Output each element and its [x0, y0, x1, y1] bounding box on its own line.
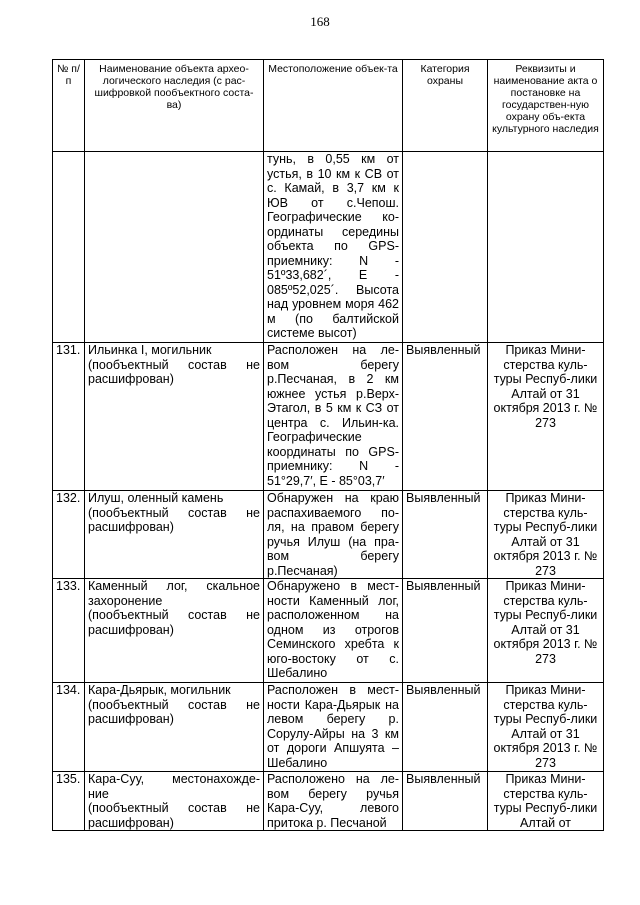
- row-num: 133.: [53, 579, 85, 683]
- row-location: Расположен в мест-ности Кара-Дьярык на левом берегу р. Сорулу-Айры на 3 км от дороги Апшуята – Шебалино: [264, 683, 403, 772]
- row-num: 135.: [53, 772, 85, 831]
- row-category: Выявленный: [403, 772, 488, 831]
- row-category: Выявленный: [403, 343, 488, 491]
- row-location: тунь, в 0,55 км от устья, в 10 км к СВ от с. Камай, в 3,7 км к ЮВ от с.Чепош. Географические ко-ординаты середины объекта по GPS-приемнику: N - 51º33,682´, E - 085º52,025´. Высота над уровнем моря 462 м (по балтийской системе высот): [264, 152, 403, 343]
- name-line: (пообъектный состав не: [88, 801, 260, 815]
- name-line: (пообъектный состав не: [88, 697, 260, 712]
- header-category: Категория охраны: [403, 60, 488, 152]
- row-name: [85, 491, 264, 579]
- name-line: (пообъектный состав не: [88, 505, 260, 520]
- name-line: расшифрован): [88, 372, 174, 386]
- row-category: Выявленный: [403, 683, 488, 772]
- name-line: расшифрован): [88, 815, 174, 830]
- table-row: [53, 579, 604, 683]
- row-num: 134.: [53, 683, 85, 772]
- row-requisites: Приказ Мини-стерства куль-туры Респуб-лики Алтай от: [488, 772, 604, 831]
- row-num: 131.: [53, 343, 85, 491]
- row-name: [85, 772, 264, 831]
- table-row: [53, 772, 604, 831]
- row-num: 132.: [53, 491, 85, 579]
- name-line: (пообъектный состав не: [88, 357, 260, 372]
- header-num: № п/п: [53, 60, 85, 152]
- row-requisites: Приказ Мини-стерства куль-туры Респуб-лики Алтай от 31 октября 2013 г. № 273: [488, 343, 604, 491]
- row-category: Выявленный: [403, 491, 488, 579]
- row-category: [403, 152, 488, 343]
- header-name: Наименование объекта архео-логического наследия (с рас-шифровкой пообъектного соста-ва): [85, 60, 264, 152]
- row-name: [85, 343, 264, 491]
- name-line: захоронение: [88, 593, 163, 608]
- row-name: [85, 152, 264, 343]
- name-line: Ильинка I, могильник: [88, 343, 212, 357]
- row-location: Расположен на ле-вом берегу р.Песчаная, в 2 км южнее устья р.Верх-Этагол, в 5 км к СЗ от центра с. Ильин-ка. Географические координаты по GPS-приемнику: N - 51°29,7′, E - 85°03,7′: [264, 343, 403, 491]
- row-name: [85, 579, 264, 683]
- header-location: Местоположение объек-та: [264, 60, 403, 152]
- page-number: 168: [310, 14, 330, 29]
- name-line: расшифрован): [88, 712, 174, 726]
- row-category: Выявленный: [403, 579, 488, 683]
- row-location: Расположено на ле-вом берегу ручья Кара-Суу, левого притока р. Песчаной: [264, 772, 403, 831]
- name-line: Кара-Суу, местонахожде-: [88, 772, 260, 786]
- header-requisites: Реквизиты и наименование акта о постановке на государствен-ную охрану объ-екта культурного наследия: [488, 60, 604, 152]
- name-line: расшифрован): [88, 622, 174, 637]
- name-line: Кара-Дьярык, могильник: [88, 683, 231, 697]
- row-requisites: Приказ Мини-стерства куль-туры Респуб-лики Алтай от 31 октября 2013 г. № 273: [488, 683, 604, 772]
- name-line: Каменный лог, скальное: [88, 579, 260, 593]
- name-line: ние: [88, 786, 109, 801]
- row-requisites: Приказ Мини-стерства куль-туры Респуб-лики Алтай от 31 октября 2013 г. № 273: [488, 579, 604, 683]
- row-location: Обнаружен на краю распахиваемого по-ля, на правом берегу ручья Илуш (на пра-вом берегу р.Песчаная): [264, 491, 403, 579]
- heritage-register-table: [52, 59, 604, 831]
- name-line: расшифрован): [88, 520, 174, 534]
- row-num: [53, 152, 85, 343]
- row-name: [85, 683, 264, 772]
- table-row: [53, 683, 604, 772]
- table-row: [53, 491, 604, 579]
- table-row: [53, 152, 604, 343]
- row-requisites: Приказ Мини-стерства куль-туры Респуб-лики Алтай от 31 октября 2013 г. № 273: [488, 491, 604, 579]
- row-location: Обнаружено в мест-ности Каменный лог, расположенном на одном из отрогов Семинского хребта к юго-востоку от с. Шебалино: [264, 579, 403, 683]
- table-header-row: [53, 60, 604, 152]
- name-line: Илуш, оленный камень: [88, 491, 224, 505]
- row-requisites: [488, 152, 604, 343]
- table-row: [53, 343, 604, 491]
- name-line: (пообъектный состав не: [88, 608, 260, 622]
